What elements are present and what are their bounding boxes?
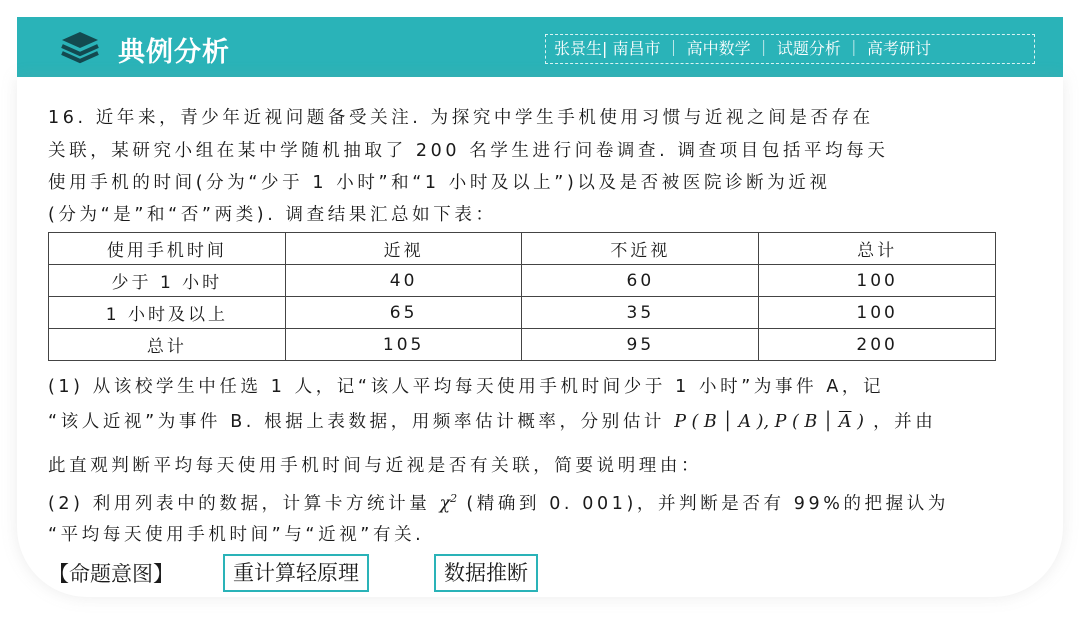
question-2-line-1 <box>48 490 949 515</box>
table-header-cell: 近视 <box>285 233 522 265</box>
author-tag-line: 张景生| 南昌市 ｜ 高中数学 ｜ 试题分析 ｜ 高考研讨 <box>545 34 1035 64</box>
probability-formula: P ( B │ A ), P ( B │ $\overline{A}$ ) <box>674 412 864 432</box>
problem-line-2: 关联，某研究小组在某中学随机抽取了 200 名学生进行问卷调查. 调查项目包括平均每天 <box>48 141 889 161</box>
chi-square-symbol: $\chi^2$ <box>439 492 458 514</box>
table-cell: 65 <box>285 297 522 329</box>
intent-tag-calculation: 重计算轻原理 <box>223 554 369 592</box>
question-2-line-1-text: (2) 利用列表中的数据，计算卡方统计量 <box>48 494 431 514</box>
question-1-line-2 <box>48 408 936 433</box>
table-cell: 60 <box>522 265 759 297</box>
section-title: 典例分析 <box>118 37 230 68</box>
stack-layers-icon <box>60 28 100 64</box>
question-1-line-2-text: “该人近视”为事件 B. 根据上表数据，用频率估计概率，分别估计 <box>48 412 666 432</box>
problem-line-1: 16. 近年来，青少年近视问题备受关注. 为探究中学生手机使用习惯与近视之间是否存在 <box>48 108 874 128</box>
question-1-line-2-tail: ，并由 <box>873 412 937 432</box>
table-cell: 少于 1 小时 <box>49 265 286 297</box>
question-1-line-1: (1) 从该校学生中任选 1 人，记“该人平均每天使用手机时间少于 1 小时”为事件 A，记 <box>48 377 885 397</box>
table-cell: 100 <box>759 265 996 297</box>
table-cell: 100 <box>759 297 996 329</box>
table-cell: 105 <box>285 329 522 361</box>
data-table <box>48 232 996 361</box>
problem-line-3: 使用手机的时间(分为“少于 1 小时”和“1 小时及以上”)以及是否被医院诊断为近视 <box>48 173 831 193</box>
table-row <box>49 297 996 329</box>
table-header-cell: 总计 <box>759 233 996 265</box>
intent-label: 【命题意图】 <box>48 562 174 586</box>
problem-line-4: (分为“是”和“否”两类). 调查结果汇总如下表： <box>48 205 497 225</box>
table-row <box>49 265 996 297</box>
table-cell: 200 <box>759 329 996 361</box>
question-1-line-3: 此直观判断平均每天使用手机时间与近视是否有关联，简要说明理由： <box>48 456 703 476</box>
table-header-row <box>49 233 996 265</box>
table-row <box>49 329 996 361</box>
intent-tag-data-inference: 数据推断 <box>434 554 538 592</box>
table-cell: 95 <box>522 329 759 361</box>
table-header-cell: 使用手机时间 <box>49 233 286 265</box>
table-header-cell: 不近视 <box>522 233 759 265</box>
table-cell: 40 <box>285 265 522 297</box>
table-cell: 总计 <box>49 329 286 361</box>
table-cell: 1 小时及以上 <box>49 297 286 329</box>
question-2-line-2: “平均每天使用手机时间”与“近视”有关. <box>48 525 425 545</box>
table-cell: 35 <box>522 297 759 329</box>
question-2-line-1-tail: (精确到 0. 001)，并判断是否有 99%的把握认为 <box>466 494 949 514</box>
